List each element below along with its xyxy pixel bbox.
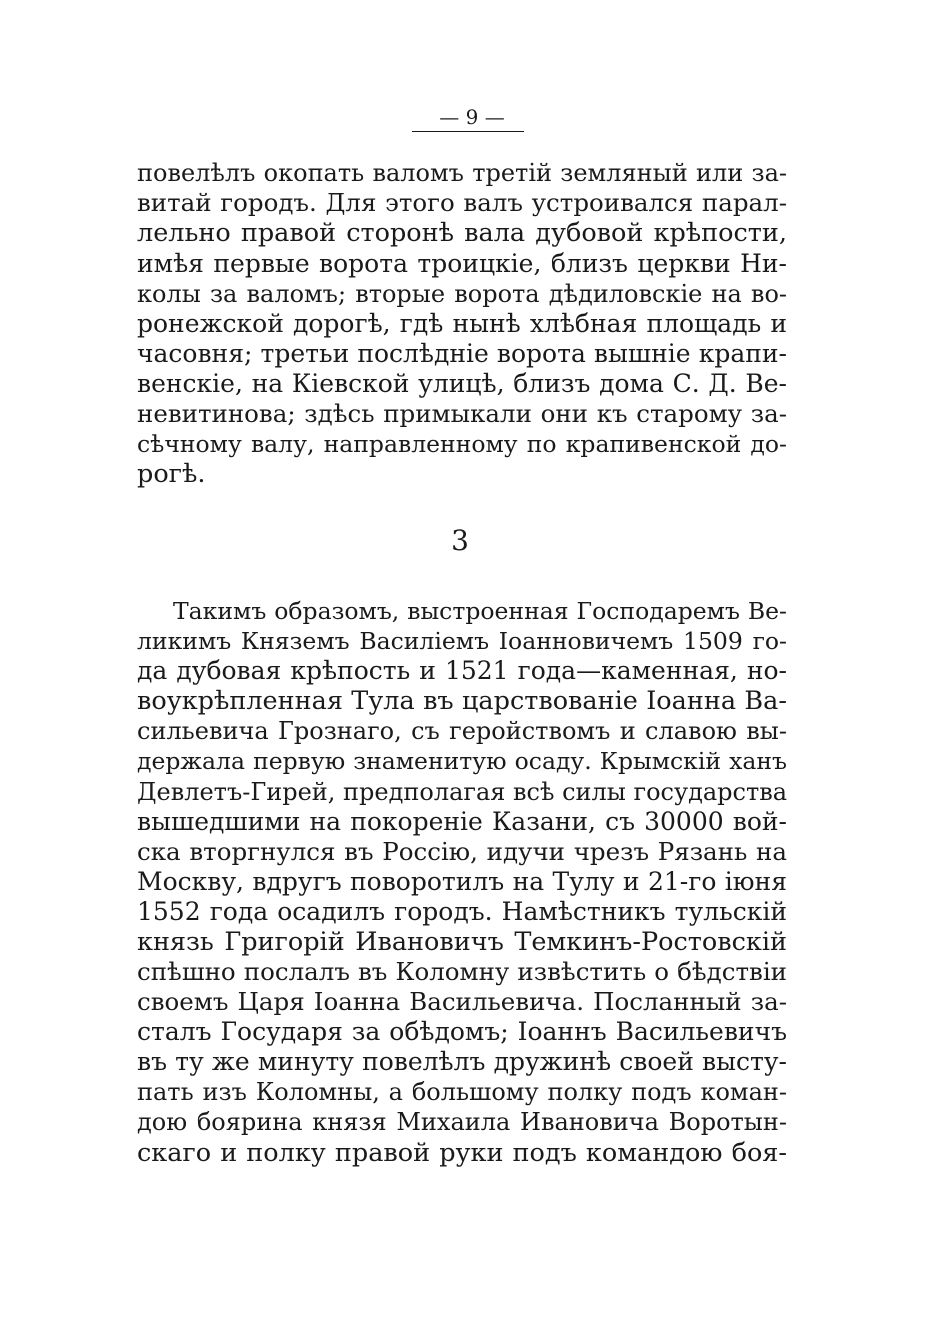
text-line: скаго и полку правой руки подъ командою боя-	[137, 1138, 787, 1168]
text-line: 1552 года осадилъ городъ. Намѣстникъ тульскій	[137, 897, 787, 926]
text-line: держала первую знаменитую осаду. Крымскій ханъ	[137, 747, 787, 775]
text-line: сильевича Грознаго, съ геройствомъ и славою вы-	[137, 717, 787, 745]
page-number: — 9 —	[439, 105, 505, 129]
text-line: Такимъ образомъ, выстроенная Господаремъ Ве-	[173, 597, 787, 625]
text-line: своемъ Царя Іоанна Васильевича. Посланный за-	[137, 987, 787, 1016]
text-line: воукрѣпленная Тула въ царствованіе Іоанна Ва-	[137, 686, 787, 716]
text-line: Москву, вдругъ поворотилъ на Тулу и 21-го іюня	[137, 867, 787, 896]
text-line: венскіе, на Кіевской улицѣ, близъ дома С. Д. Ве-	[137, 369, 787, 398]
text-line: Девлетъ-Гирей, предполагая всѣ силы государства	[137, 778, 788, 806]
text-line: ликимъ Княземъ Василіемъ Іоанновичемъ 1509 го-	[137, 627, 787, 655]
text-line: дою боярина князя Михаила Ивановича Воротын-	[137, 1108, 787, 1136]
text-line: сталъ Государя за обѣдомъ; Іоаннъ Васильевичъ	[137, 1017, 787, 1046]
text-line: вышедшими на покореніе Казани, съ 30000 вой-	[137, 807, 787, 836]
text-line: сѣчному валу, направленному по крапивенской до-	[137, 430, 787, 458]
text-line: спѣшно послалъ въ Коломну извѣстить о бѣдствіи	[137, 957, 787, 986]
text-line: ронежской дорогѣ, гдѣ нынѣ хлѣбная площадь и	[137, 309, 787, 338]
text-line: ска вторгнулся въ Россію, идучи чрезъ Рязань на	[137, 837, 787, 866]
header-rule	[412, 131, 524, 132]
section-number: 3	[451, 524, 469, 557]
text-line: да дубовая крѣпость и 1521 года—каменная, но-	[137, 656, 787, 685]
text-line: невитинова; здѣсь примыкали они къ старому за-	[137, 399, 787, 428]
text-line: въ ту же минуту повелѣлъ дружинѣ своей высту-	[137, 1047, 787, 1076]
text-line: витай городъ. Для этого валъ устроивался парал-	[137, 188, 787, 217]
text-line: пать изъ Коломны, а большому полку подъ коман-	[137, 1078, 787, 1106]
text-line: колы за валомъ; вторые ворота дѣдиловскіе на во-	[137, 280, 787, 308]
text-line: часовня; третьи послѣдніе ворота вышніе крапи-	[137, 339, 787, 368]
text-line: повелѣлъ окопать валомъ третій земляный или за-	[137, 159, 787, 187]
text-line: рогѣ.	[137, 459, 206, 489]
text-line: имѣя первые ворота троицкіе, близъ церкви Ни-	[137, 249, 787, 278]
text-line: князь Григорій Ивановичъ Темкинъ-Ростовскій	[137, 927, 787, 957]
text-line: лельно правой сторонѣ вала дубовой крѣпости,	[137, 218, 787, 248]
